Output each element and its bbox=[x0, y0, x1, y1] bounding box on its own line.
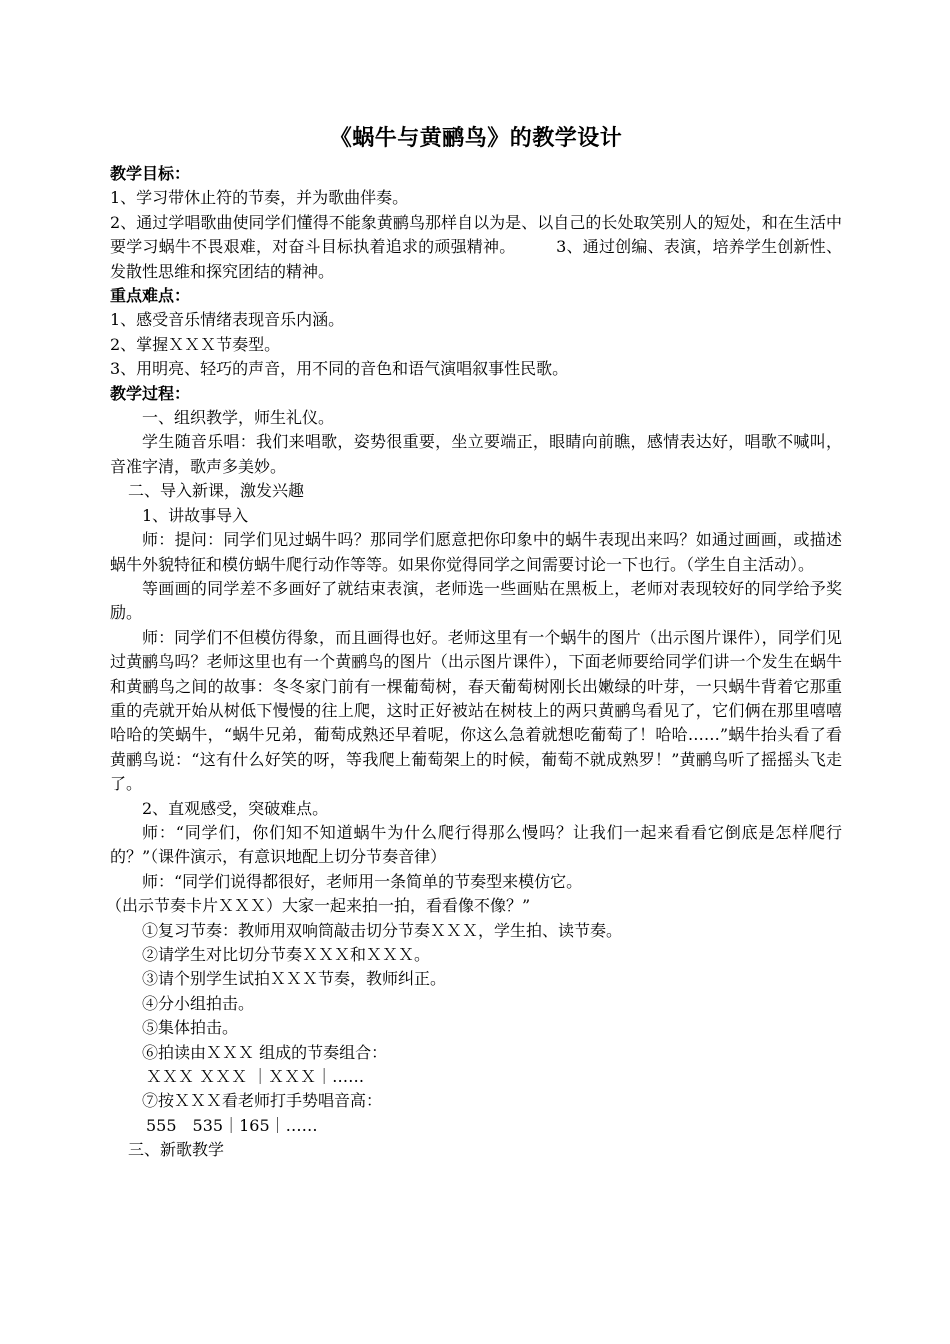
goals-heading: 教学目标： bbox=[110, 164, 191, 183]
process-paragraph: 师：“同学们说得都很好，老师用一条简单的节奏型来模仿它。 bbox=[142, 871, 583, 891]
key-points-heading: 重点难点： bbox=[110, 286, 191, 306]
key-point-item: 2、掌握ＸＸＸ节奏型。 bbox=[110, 334, 281, 354]
process-section-heading: 三、新歌教学 bbox=[128, 1140, 225, 1160]
process-subheading: 2、直观感受，突破难点。 bbox=[142, 798, 329, 818]
process-heading: 教学过程： bbox=[110, 383, 191, 403]
step-item: ④分小组拍击。 bbox=[142, 993, 255, 1013]
process-paragraph: （出示节奏卡片ＸＸＸ）大家一起来拍一拍，看看像不像？” bbox=[106, 896, 531, 916]
document-title: 《蜗牛与黄鹂鸟》的教学设计 bbox=[329, 125, 623, 151]
document-page bbox=[106, 118, 842, 1163]
step-item: ⑦按ＸＸＸ看老师打手势唱音高： bbox=[142, 1091, 383, 1111]
process-paragraph: 师：“同学们，你们知不知道蜗牛为什么爬行得那么慢吗？让我们一起来看看它倒底是怎样爬行的？”（课件演示，有意识地配上切分节奏音律） bbox=[110, 822, 842, 867]
step-item: ⑤集体拍击。 bbox=[142, 1018, 239, 1038]
process-paragraph: 师：提问：同学们见过蜗牛吗？那同学们愿意把你印象中的蜗牛表现出来吗？如通过画画，或描述蜗牛外貌特征和模仿蜗牛爬行动作等等。如果你觉得同学之间需要讨论一下也行。（学生自主活动）。 bbox=[110, 530, 842, 574]
process-paragraph: 一、组织教学，师生礼仪。 bbox=[142, 408, 335, 428]
rhythm-pattern: ＸＸＸ ＸＸＸ ｜ＸＸＸ｜…… bbox=[146, 1067, 365, 1087]
process-section-heading: 二、导入新课，激发兴趣 bbox=[128, 481, 305, 501]
process-paragraph: 等画画的同学差不多画好了就结束表演，老师选一些画贴在黑板上，老师对表现较好的同学给予奖励。 bbox=[110, 578, 842, 623]
pitch-pattern: 555 535｜165｜…… bbox=[146, 1115, 318, 1135]
process-paragraph: 师：同学们不但模仿得象，而且画得也好。老师这里有一个蜗牛的图片（出示图片课件），同学们见过黄鹂鸟吗？老师这里也有一个黄鹂鸟的图片（出示图片课件），下面老师要给同学们讲一个发生在蜗牛和黄鹂鸟之间的故事：冬冬家门前有一棵葡萄树，春天葡萄树刚长出嫩绿的叶芽，一只蜗牛背着它那重重的壳就开始从树低下慢慢的往上爬，这时正好被站在树枝上的两只黄鹂鸟看见了，它们俩在那里嘻嘻哈哈的笑蜗牛，“蜗牛兄弟，葡萄成熟还早着呢，你这么急着就想吃葡萄了！哈哈……”蜗牛抬头看了看黄鹂鸟说：“这有什么好笑的呀，等我爬上葡萄架上的时候，葡萄不就成熟罗！”黄鹂鸟听了摇摇头飞走了。 bbox=[110, 627, 842, 794]
step-item: ⑥拍读由ＸＸＸ 组成的节奏组合： bbox=[142, 1042, 388, 1062]
process-paragraph: 学生随音乐唱：我们来唱歌，姿势很重要，坐立要端正，眼睛向前瞧，感情表达好，唱歌不喊叫，音准字清，歌声多美妙。 bbox=[110, 432, 842, 476]
process-subheading: 1、讲故事导入 bbox=[142, 505, 249, 525]
step-item: ②请学生对比切分节奏ＸＸＸ和ＸＸＸ。 bbox=[142, 945, 431, 964]
goal-item: 2、通过学唱歌曲使同学们懂得不能象黄鹂鸟那样自以为是、以自己的长处取笑别人的短处，和在生活中要学习蜗牛不畏艰难，对奋斗目标执着追求的顽强精神。 3、通过创编、表演，培养学生创新性、发散性思维和探究团结的精神。 bbox=[110, 212, 842, 281]
key-point-item: 3、用明亮、轻巧的声音，用不同的音色和语气演唱叙事性民歌。 bbox=[110, 359, 569, 379]
step-item: ③请个别学生试拍ＸＸＸ节奏，教师纠正。 bbox=[142, 969, 447, 989]
step-item: ①复习节奏：教师用双响筒敲击切分节奏ＸＸＸ，学生拍、读节奏。 bbox=[142, 920, 623, 940]
key-point-item: 1、感受音乐情绪表现音乐内涵。 bbox=[110, 310, 345, 330]
goal-item: 1、学习带休止符的节奏，并为歌曲伴奏。 bbox=[110, 188, 409, 208]
